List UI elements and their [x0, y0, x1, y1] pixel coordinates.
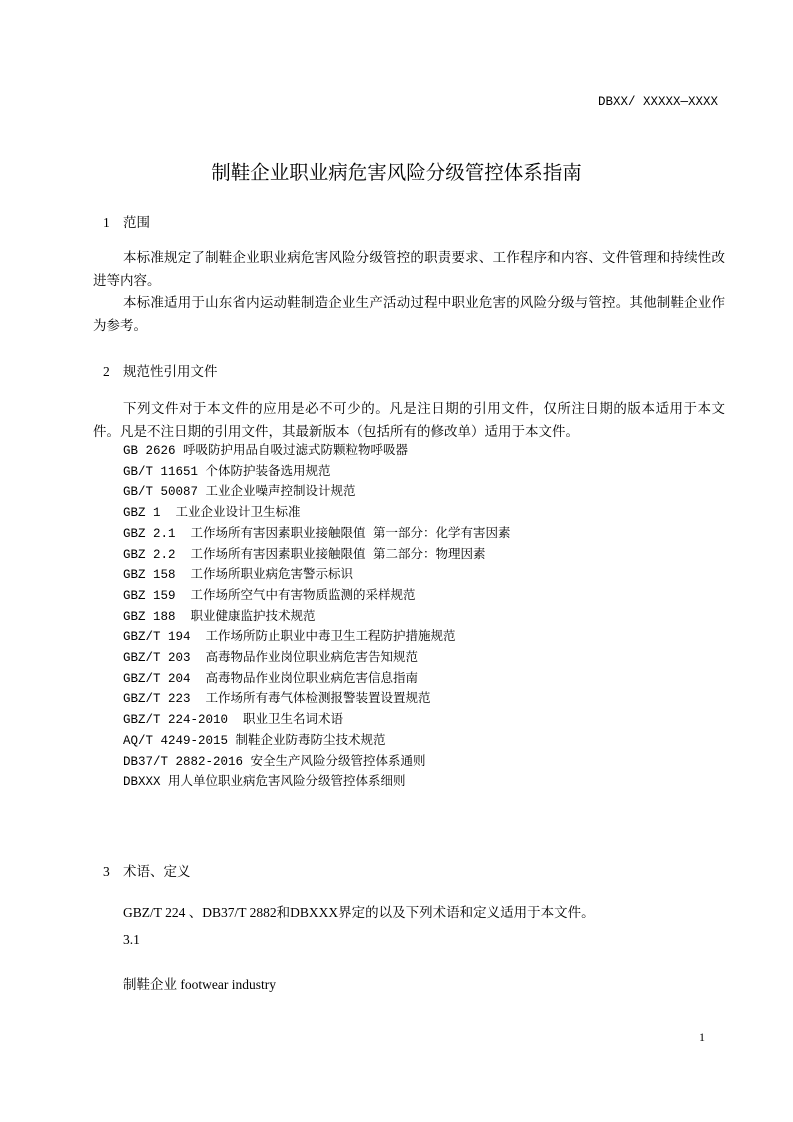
- section-title: 术语、定义: [123, 864, 191, 879]
- reference-item: GBZ 1 工业企业设计卫生标准: [123, 506, 301, 521]
- reference-list: [123, 441, 511, 793]
- section-3-intro: GBZ/T 224 、DB37/T 2882和DBXXX界定的以及下列术语和定义适用于本文件。: [123, 905, 595, 920]
- reference-item: GBZ 2.1 工作场所有害因素职业接触限值 第一部分：化学有害因素: [123, 526, 511, 541]
- page-number: 1: [699, 1030, 705, 1044]
- reference-item: GB/T 50087 工业企业噪声控制设计规范: [123, 485, 356, 500]
- reference-item: AQ/T 4249-2015 制鞋企业防毒防尘技术规范: [123, 733, 386, 748]
- reference-item: DBXXX 用人单位职业病危害风险分级管控体系细则: [123, 775, 406, 790]
- section-2-body: [93, 398, 725, 443]
- section-1-heading: [103, 211, 150, 231]
- reference-item: GBZ/T 223 工作场所有毒气体检测报警装置设置规范: [123, 692, 431, 707]
- paragraph: 本标准适用于山东省内运动鞋制造企业生产活动过程中职业危害的风险分级与管控。其他制鞋企业作为参考。: [93, 295, 725, 333]
- section-number: 3: [103, 864, 110, 879]
- reference-item: GBZ 158 工作场所职业病危害警示标识: [123, 568, 354, 583]
- reference-item: GBZ 188 职业健康监护技术规范: [123, 609, 316, 624]
- reference-item: GBZ 159 工作场所空气中有害物质监测的采样规范: [123, 588, 416, 603]
- paragraph: 下列文件对于本文件的应用是必不可少的。凡是注日期的引用文件，仅所注日期的版本适用于本文件。凡是不注日期的引用文件，其最新版本（包括所有的修改单）适用于本文件。: [93, 401, 725, 439]
- reference-item: DB37/T 2882-2016 安全生产风险分级管控体系通则: [123, 754, 426, 769]
- section-number: 2: [103, 364, 110, 379]
- term-heading: 制鞋企业 footwear industry: [123, 977, 276, 992]
- section-3-heading: [103, 860, 191, 880]
- section-2-heading: [103, 360, 218, 380]
- reference-item: GBZ 2.2 工作场所有害因素职业接触限值 第二部分：物理因素: [123, 547, 486, 562]
- section-title: 规范性引用文件: [123, 364, 218, 379]
- reference-item: GBZ/T 224-2010 职业卫生名词术语: [123, 713, 344, 728]
- page-title: 制鞋企业职业病危害风险分级管控体系指南: [211, 163, 582, 184]
- section-number: 1: [103, 215, 110, 230]
- reference-item: GBZ/T 204 高毒物品作业岗位职业病危害信息指南: [123, 671, 419, 686]
- reference-item: GB/T 11651 个体防护装备选用规范: [123, 464, 331, 479]
- document-code: DBXX/ XXXXX—XXXX: [597, 95, 718, 109]
- paragraph: 本标准规定了制鞋企业职业病危害风险分级管控的职责要求、工作程序和内容、文件管理和持续性改进等内容。: [93, 250, 725, 288]
- reference-item: GB 2626 呼吸防护用品自吸过滤式防颗粒物呼吸器: [123, 444, 409, 458]
- reference-item: GBZ/T 203 高毒物品作业岗位职业病危害告知规范: [123, 651, 419, 666]
- subsection-number: 3.1: [123, 932, 140, 947]
- section-title: 范围: [123, 215, 150, 230]
- section-1-body: [93, 247, 725, 337]
- reference-item: GBZ/T 194 工作场所防止职业中毒卫生工程防护措施规范: [123, 630, 456, 645]
